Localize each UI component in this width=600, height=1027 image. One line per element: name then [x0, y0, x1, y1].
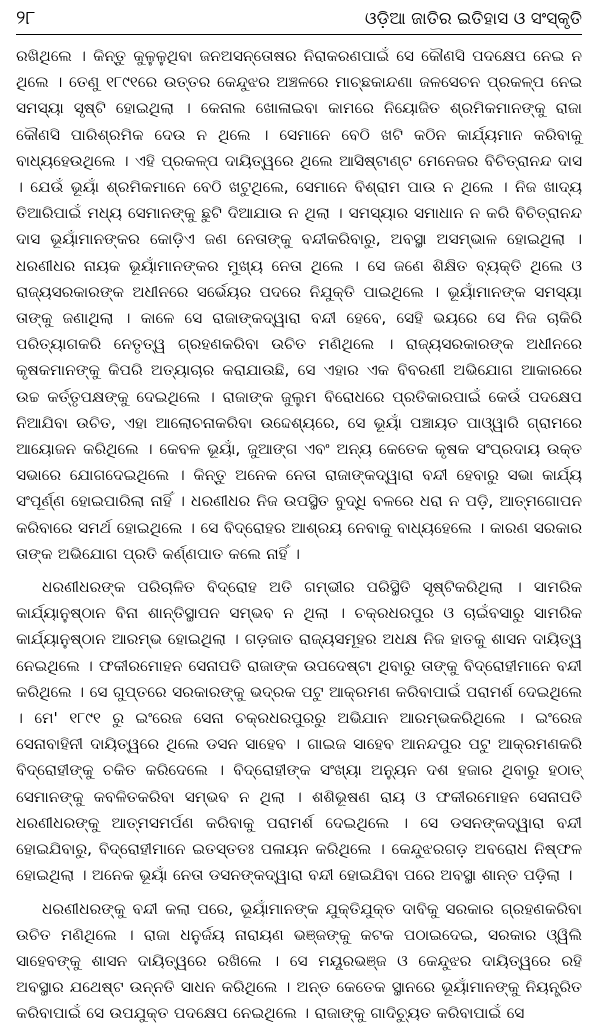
running-title: ଓଡ଼ିଆ ଜାତିର ଇତିହାସ ଓ ସଂସ୍କୃତି	[364, 9, 582, 29]
paragraph-3: ଧରଣୀଧରଙ୍କୁ ବନ୍ଦୀ କଲା ପରେ, ଭୂୟାଁମାନଙ୍କ ଯୁକ୍ତିଯୁକ୍ତ ଦାବିକୁ ସରକାର ଗ୍ରହଣକରିବା ଉଚିତ ମଣିଥିଲେ । ରାଜା ଧନୁର୍ଜୟ ନାରାୟଣ ଭଞ୍ଜଙ୍କୁ କଟକ ପଠାଇଦେଇ, ସରକାର ଓ୍ୱିଲି ସାହେବଙ୍କୁ ଶାସନ ଦାୟିତ୍ୱରେ ରଖିଲେ । ସେ ମୟୂରଭଞ୍ଜ ଓ କେନ୍ଦୁଝର ଦାୟିତ୍ୱରେ ରହି ଅବସ୍ଥାର ଯଥେଷ୍ଟ ଉନ୍ନତି ସାଧନ କରିଥିଲେ । ଅନ୍ତ କେତେକ ସ୍ଥାନରେ ଭୂୟାଁମାନଙ୍କୁ ନିୟନ୍ତ୍ରିତ କରିବାପାଇଁ ସେ ଉପଯୁକ୍ତ ପଦକ୍ଷେପ ନେଇଥିଲେ । ରାଜାଙ୍କୁ ଗାଦିଚ୍ୟୁତ କରିବାପାଇଁ ସେ	[16, 899, 582, 1023]
paragraph-1: ରଖିଥିଲେ । କିନ୍ତୁ କୁଳୁଳୁଥିବା ଜନଅସନ୍ତୋଷର ନିରାକରଣପାଇଁ ସେ କୌଣସି ପଦକ୍ଷେପ ନେଇ ନ ଥିଲେ । ତେଣୁ ୧୮୯୧ରେ ଉତ୍ତର କେନ୍ଦୁଝର ଅଞ୍ଚଳରେ ମାଚ୍ଛକାନ୍ଦଣା ଜଳସେଚନ ପ୍ରକଳ୍ପ ନେଇ ସମସ୍ୟା ସୃଷ୍ଟି ହୋଇଥିଲା । କେନାଲ ଖୋଳାଇବା କାମରେ ନିୟୋଜିତ ଶ୍ରମିକମାନଙ୍କୁ ରାଜା କୌଣସି ପାରିଶ୍ରମିକ ଦେଉ ନ ଥିଲେ । ସେମାନେ ବେଠି ଖଟି କଠିନ କାର୍ଯ୍ୟମାନ କରିବାକୁ ବାଧ୍ୟହେଉଥିଲେ । ଏହି ପ୍ରକଳ୍ପ ଦାୟିତ୍ୱରେ ଥିଲେ ଆସିଷ୍ଟାଣ୍ଟ ମେନେଜର ବିଚିତ୍ରାନନ୍ଦ ଦାସ । ଯେଉଁ ଭୂୟାଁ ଶ୍ରମିକମାନେ ବେଠି ଖଟୁଥିଲେ, ସେମାନେ ବିଶ୍ରାମ ପାଉ ନ ଥିଲେ । ନିଜ ଖାଦ୍ୟ ତିଆରିପାଇଁ ମଧ୍ୟ ସେମାନଙ୍କୁ ଛୁଟି ଦିଆଯାଉ ନ ଥିଲା । ସମସ୍ୟାର ସମାଧାନ ନ କରି ବିଚିତ୍ରାନନ୍ଦ ଦାସ ଭୂୟାଁମାନଙ୍କର କୋଡ଼ିଏ ଜଣ ନେତାଙ୍କୁ ବନ୍ଦୀକରିବାରୁ, ଅବସ୍ଥା ଅସମ୍ଭାଳ ହୋଇଥିଲା । ଧରଣୀଧର ନାୟକ ଭୂୟାଁମାନଙ୍କର ମୁଖ୍ୟ ନେତା ଥିଲେ । ସେ ଜଣେ ଶିକ୍ଷିତ ବ୍ୟକ୍ତି ଥିଲେ ଓ ରାଜ୍ୟସରକାରଙ୍କ ଅଧୀନରେ ସର୍ଭେୟର ପଦରେ ନିଯୁକ୍ତି ପାଇଥିଲେ । ଭୂୟାଁମାନଙ୍କ ସମସ୍ୟା ତାଙ୍କୁ ଜଣାଥିଲା । କାଳେ ସେ ରାଜାଙ୍କଦ୍ୱାରା ବନ୍ଦୀ ହେବେ, ସେହି ଭୟରେ ସେ ନିଜ ଚାକିରି ପରିତ୍ୟାଗକରି ନେତୃତ୍ୱ ଗ୍ରହଣକରିବା ଉଚିତ ମଣିଥିଲେ । ରାଜ୍ୟସରକାରଙ୍କ ଅଧୀନରେ କୃଷକମାନଙ୍କୁ କିପରି ଅତ୍ୟାଚାର କରାଯାଉଛି, ସେ ଏହାର ଏକ ବିବରଣୀ ଅଭିଯୋଗ ଆକାରରେ ଉଚ୍ଚ କର୍ତ୍ତୃପକ୍ଷଙ୍କୁ ଦେଇଥିଲେ । ରାଜାଙ୍କ ଜୁଲୁମ ବିରୋଧରେ ପ୍ରତିକାରପାଇଁ କେଉଁ ପଦକ୍ଷେପ ନିଆଯିବା ଉଚିତ, ଏହା ଆଲୋଚନାକରିବା ଉଦ୍ଦେଶ୍ୟରେ, ସେ ଭୂୟାଁ ପଞ୍ଚାୟତ ପାଓ୍ୱାରି ଗ୍ରାମରେ ଆୟୋଜନ କରିଥିଲେ । କେବଳ ଭୂୟାଁ, ଜୁଆଙ୍ଗ ଏବଂ ଅନ୍ୟ କେତେକ କୃଷକ ସଂପ୍ରଦାୟ ଉକ୍ତ ସଭାରେ ଯୋଗଦେଇଥିଲେ । କିନ୍ତୁ ଅନେକ ନେତା ରାଜାଙ୍କଦ୍ୱାରା ବନ୍ଦୀ ହେବାରୁ ସଭା କାର୍ଯ୍ୟ ସଂପୂର୍ଣ୍ଣ ହୋଇପାରିଲା ନାହିଁ । ଧରଣୀଧର ନିଜ ଉପସ୍ଥିତ ବୁଦ୍ଧି ବଳରେ ଧରା ନ ପଡ଼ି, ଆତ୍ମଗୋପନ କରିବାରେ ସମର୍ଥ ହୋଇଥିଲେ । ସେ ବିଦ୍ରୋହର ଆଶ୍ରୟ ନେବାକୁ ବାଧ୍ୟହେଲେ । କାରଣ ସରକାର ତାଙ୍କ ଅଭିଯୋଗ ପ୍ରତି କର୍ଣ୍ଣପାତ କଲେ ନାହିଁ ।	[16, 47, 582, 563]
paragraph-2: ଧରଣୀଧରଙ୍କ ପରିଚାଳିତ ବିଦ୍ରୋହ ଅତି ଗମ୍ଭୀର ପରିସ୍ଥିତି ସୃଷ୍ଟିକରିଥିଲା । ସାମରିକ କାର୍ଯ୍ୟାନୁଷ୍ଠାନ ବିନା ଶାନ୍ତିସ୍ଥାପନ ସମ୍ଭବ ନ ଥିଲା । ଚକ୍ରଧରପୁର ଓ ଚାଇଁବସାରୁ ସାମରିକ କାର୍ଯ୍ୟାନୁଷ୍ଠାନ ଆରମ୍ଭ ହୋଇଥିଲା । ଗଡ଼ଜାତ ରାଜ୍ୟସମୂହର ଅଧକ୍ଷ ନିଜ ହାତକୁ ଶାସନ ଦାୟିତ୍ୱ ନେଇଥିଲେ । ଫକୀରମୋହନ ସେନାପତି ରାଜାଙ୍କ ଉପଦେଷ୍ଟା ଥିବାରୁ ତାଙ୍କୁ ବିଦ୍ରୋହୀମାନେ ବନ୍ଦୀ କରିଥିଲେ । ସେ ଗୁପ୍ତରେ ସରକାରଙ୍କୁ ଭଦ୍ରକ ପଟୁ ଆକ୍ରମଣ କରିବାପାଇଁ ପରାମର୍ଶ ଦେଇଥିଲେ । ମେ' ୧୮୯୧ ରୁ ଇଂରେଜ ସେନା ଚକ୍ରଧରପୁରରୁ ଅଭିଯାନ ଆରମ୍ଭକରିଥିଲେ । ଇଂରେଜ ସେନାବାହିନୀ ଦାୟିତ୍ୱରେ ଥିଲେ ଡସନ ସାହେବ । ଗାଇଜ ସାହେବ ଆନନ୍ଦପୁର ପଟୁ ଆକ୍ରମଣକରି ବିଦ୍ରୋହୀଙ୍କୁ ଚକିତ କରିଦେଲେ । ବିଦ୍ରୋହୀଙ୍କ ସଂଖ୍ୟା ଅନ୍ୟୁନ ଦଶ ହଜାର ଥିବାରୁ ହଠାତ୍ ସେମାନଙ୍କୁ କବଳିତକରିବା ସମ୍ଭବ ନ ଥିଲା । ଶଶିଭୂଷଣ ରାୟ ଓ ଫକୀରମୋହନ ସେନାପତି ଧରଣୀଧରଙ୍କୁ ଆତ୍ମସମର୍ପଣ କରିବାକୁ ପରାମର୍ଶ ଦେଇଥିଲେ । ସେ ଡସନଙ୍କଦ୍ୱାରା ବନ୍ଦୀ ହୋଇଯିବାରୁ, ବିଦ୍ରୋହୀମାନେ ଇତସ୍ତତଃ ପଳାୟନ କରିଥିଲେ । କେନ୍ଦୁଝରଗଡ଼ ଅବରୋଧ ନିଷ୍ଫଳ ହୋଇଥିଲା । ଅନେକ ଭୂୟାଁ ନେତା ଡସନଙ୍କଦ୍ୱାରା ବନ୍ଦୀ ହୋଇଯିବା ପରେ ଅବସ୍ଥା ଶାନ୍ତ ପଡ଼ିଲା ।	[16, 578, 582, 885]
header-rule	[16, 34, 582, 35]
page-number: ୨୮	[16, 7, 36, 29]
page-header	[16, 6, 582, 30]
